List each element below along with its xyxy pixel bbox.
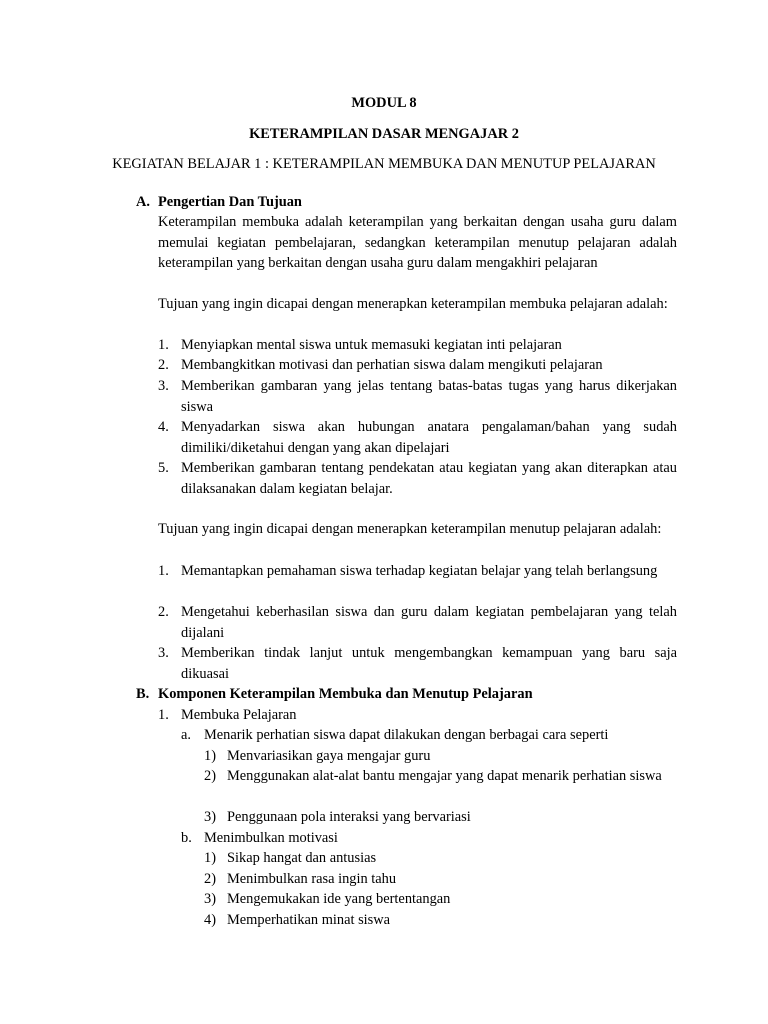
list-item bbox=[204, 869, 677, 890]
list-text: Membuka Pelajaran bbox=[181, 707, 297, 723]
list-text: Menarik perhatian siswa dapat dilakukan dengan berbagai cara seperti bbox=[204, 727, 609, 743]
list-text: Memberikan gambaran yang jelas tentang batas-batas tugas yang harus dikerjakan siswa bbox=[181, 378, 677, 415]
list-text: Memperhatikan minat siswa bbox=[227, 912, 391, 928]
list-text: Mengemukakan ide yang bertentangan bbox=[227, 891, 451, 907]
list-number: 4. bbox=[158, 419, 169, 435]
list-text: Menyadarkan siswa akan hubungan anatara pengalaman/bahan yang sudah dimiliki/diketahui dengan yang akan dipelajari bbox=[181, 419, 677, 456]
section-b-label: B. bbox=[136, 686, 150, 702]
list-number: 1. bbox=[158, 563, 169, 579]
list-text: Membangkitkan motivasi dan perhatian siswa dalam mengikuti pelajaran bbox=[181, 357, 603, 373]
list-text: Menggunakan alat-alat bantu mengajar yang dapat menarik perhatian siswa bbox=[227, 768, 662, 784]
section-a-label: A. bbox=[136, 194, 150, 210]
list-text: Menimbulkan motivasi bbox=[204, 830, 338, 846]
list-item bbox=[204, 807, 677, 828]
list-text: Memberikan gambaran tentang pendekatan atau kegiatan yang akan diterapkan atau dilaksanakan dalam kegiatan belajar. bbox=[181, 460, 677, 497]
list-text: Memberikan tindak lanjut untuk mengembangkan kemampuan yang baru saja dikuasai bbox=[181, 645, 677, 682]
list-number: 2) bbox=[204, 871, 216, 887]
list-number: 2. bbox=[158, 357, 169, 373]
close-goal-item bbox=[158, 643, 677, 684]
close-goal-item bbox=[158, 602, 677, 643]
list-number: 3. bbox=[158, 645, 169, 661]
list-letter: a. bbox=[181, 727, 191, 743]
kegiatan-heading: KEGIATAN BELAJAR 1 : KETERAMPILAN MEMBUKA DAN MENUTUP PELAJARAN bbox=[112, 156, 656, 172]
list-item bbox=[204, 746, 677, 767]
subsection-membuka bbox=[158, 705, 677, 726]
list-letter: b. bbox=[181, 830, 192, 846]
section-b-title: Komponen Keterampilan Membuka dan Menutup Pelajaran bbox=[158, 686, 533, 702]
list-text: Penggunaan pola interaksi yang bervariasi bbox=[227, 809, 471, 825]
close-goal-item bbox=[158, 561, 677, 582]
list-text: Menyiapkan mental siswa untuk memasuki kegiatan inti pelajaran bbox=[181, 337, 562, 353]
list-number: 1. bbox=[158, 337, 169, 353]
list-item bbox=[204, 848, 677, 869]
list-number: 3. bbox=[158, 378, 169, 394]
open-goal-item bbox=[158, 335, 677, 356]
list-number: 4) bbox=[204, 912, 216, 928]
list-number: 2. bbox=[158, 604, 169, 620]
open-goal-item bbox=[158, 376, 677, 417]
list-number: 1. bbox=[158, 707, 169, 723]
list-text: Menimbulkan rasa ingin tahu bbox=[227, 871, 397, 887]
close-goals-intro: Tujuan yang ingin dicapai dengan menerapkan keterampilan menutup pelajaran adalah: bbox=[158, 521, 662, 537]
list-text: Mengetahui keberhasilan siswa dan guru dalam kegiatan pembelajaran yang telah dijalani bbox=[181, 604, 677, 641]
open-goal-item bbox=[158, 355, 677, 376]
open-goal-item bbox=[158, 417, 677, 458]
list-text: Memantapkan pemahaman siswa terhadap kegiatan belajar yang telah berlangsung bbox=[181, 563, 658, 579]
list-number: 1) bbox=[204, 850, 216, 866]
list-number: 3) bbox=[204, 809, 216, 825]
list-number: 2) bbox=[204, 768, 216, 784]
list-item bbox=[204, 910, 677, 931]
list-item bbox=[204, 889, 677, 910]
list-text: Menvariasikan gaya mengajar guru bbox=[227, 748, 431, 764]
list-number: 3) bbox=[204, 891, 216, 907]
module-subtitle: KETERAMPILAN DASAR MENGAJAR 2 bbox=[249, 126, 519, 142]
section-a-title: Pengertian Dan Tujuan bbox=[158, 194, 302, 210]
list-number: 1) bbox=[204, 748, 216, 764]
subsection-a bbox=[181, 725, 677, 746]
open-goal-item bbox=[158, 458, 677, 499]
module-title: MODUL 8 bbox=[351, 95, 417, 111]
subsection-b bbox=[181, 828, 677, 849]
list-item bbox=[204, 766, 677, 787]
section-a-intro: Keterampilan membuka adalah keterampilan yang berkaitan dengan usaha guru dalam memulai kegiatan pembelajaran, sedangkan keterampilan menutup pelajaran adalah keterampilan yang berkaitan dengan usaha guru dalam mengakhiri pelajaran bbox=[158, 214, 677, 271]
open-goals-intro: Tujuan yang ingin dicapai dengan menerapkan keterampilan membuka pelajaran adalah: bbox=[158, 296, 668, 312]
list-number: 5. bbox=[158, 460, 169, 476]
list-text: Sikap hangat dan antusias bbox=[227, 850, 377, 866]
